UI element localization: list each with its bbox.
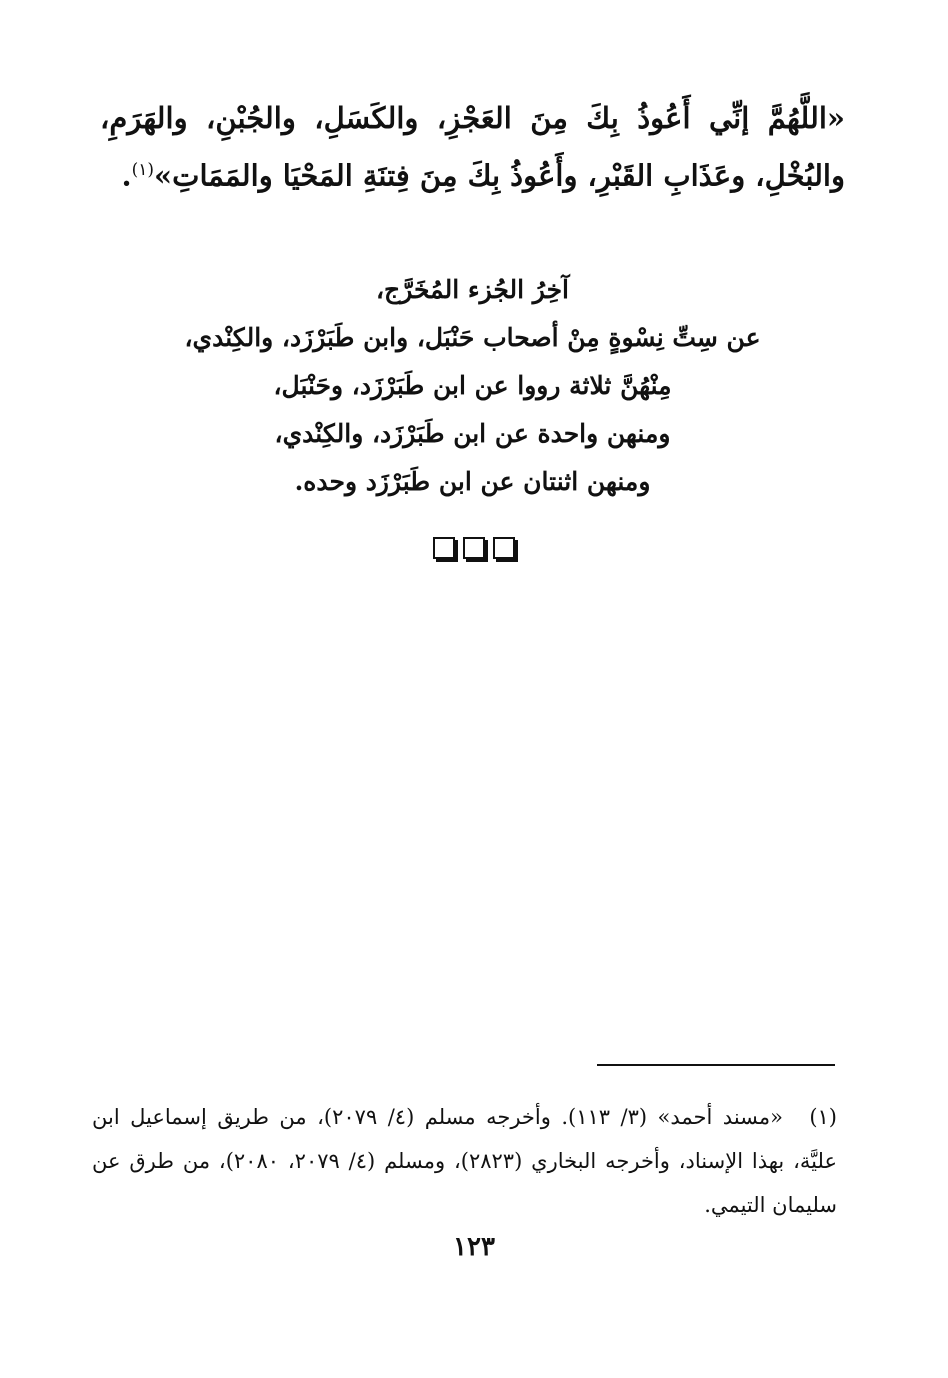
footnote-text: «مسند أحمد» (٣/ ١١٣). وأخرجه مسلم (٤/ ٢٠٧٩)، من طريق إسماعيل ابن عليَّة، بهذا الإسناد، وأخرجه البخاري (٢٨٢٣)، ومسلم (٤/ ٢٠٧٩، ٢٠٨٠)، من طرق عن سليمان التيمي. bbox=[92, 1105, 837, 1217]
footnote-number: (١) bbox=[809, 1105, 837, 1129]
colophon-line: ومنهن اثنتان عن ابن طَبَرْزَد وحده. bbox=[294, 467, 651, 496]
closing-dot: . bbox=[121, 158, 132, 193]
hadith-text: «اللَّهُمَّ إنِّي أَعُوذُ بِكَ مِنَ العَجْزِ، والكَسَلِ، والجُبْنِ، والهَرَمِ، والبُخْلِ، وعَذَابِ القَبْرِ، وأَعُوذُ بِكَ مِنَ فِتنَةِ المَحْيَا والمَمَاتِ» bbox=[100, 101, 845, 193]
page-number: ١٢٣ bbox=[453, 1232, 495, 1262]
colophon-line: ومنهن واحدة عن ابن طَبَرْزَد، والكِنْدي، bbox=[274, 419, 671, 448]
box-icon bbox=[493, 537, 515, 559]
colophon-line: مِنْهُنَّ ثلاثة رووا عن ابن طَبَرْزَد، وحَنْبَل، bbox=[273, 371, 672, 400]
box-icon bbox=[463, 537, 485, 559]
footnote-divider bbox=[597, 1064, 835, 1066]
hadith-paragraph bbox=[100, 92, 845, 202]
box-icon bbox=[433, 537, 455, 559]
colophon-line: عن سِتِّ نِسْوةٍ مِنْ أصحاب حَنْبَل، وابن طَبَرْزَد، والكِنْدي، bbox=[184, 323, 761, 352]
footnote-reference[interactable]: (١) bbox=[131, 160, 155, 180]
section-separator bbox=[0, 537, 948, 559]
footnote bbox=[92, 1095, 837, 1227]
colophon-line: آخِرُ الجُزء المُخَرَّج، bbox=[375, 275, 569, 304]
colophon bbox=[100, 266, 845, 506]
